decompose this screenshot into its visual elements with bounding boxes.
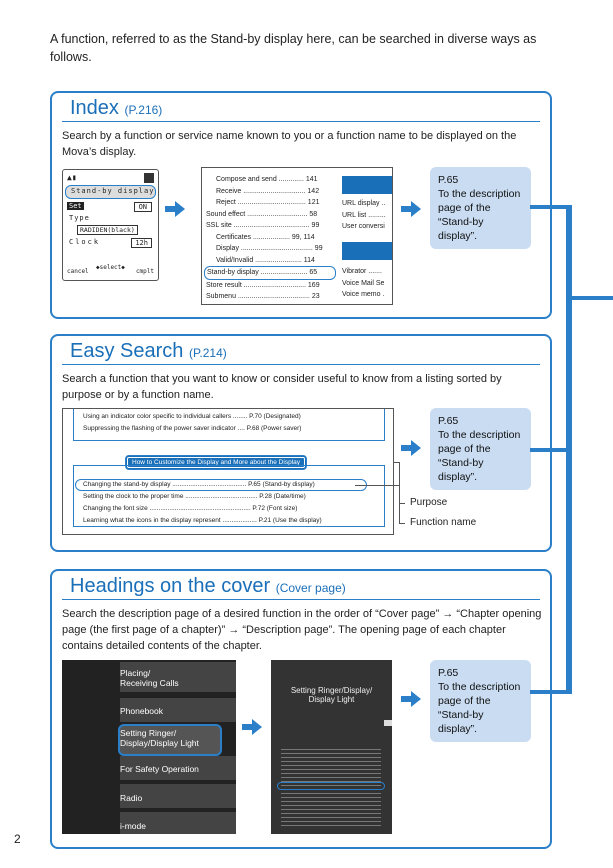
arrow-right-icon: [242, 719, 262, 735]
index-entry: URL list .........: [342, 211, 386, 219]
easy-search-excerpt: [62, 408, 394, 535]
phone-title: Stand-by display: [71, 187, 155, 195]
connector-line: [566, 296, 613, 300]
index-left-column: [206, 174, 336, 303]
callout-description: To the description page of the “Stand-by display”.: [438, 429, 521, 483]
index-entry: Reject ................................... 121: [216, 199, 320, 206]
cover-item-ringer: Setting Ringer/ Display/Display Light: [120, 728, 199, 748]
set-value: ON: [134, 202, 152, 212]
index-entry: Certificates ................... 99, 114: [216, 233, 315, 241]
index-excerpt: [201, 167, 393, 305]
easy-row: Changing the font size ........................................................ P.72 (Font size): [83, 505, 298, 512]
easy-row: Learning what the icons in the display represent ................... P.21 (Use the display): [83, 517, 322, 524]
cover-page-image: [62, 660, 236, 834]
cover-description: Search the description page of a desired function in the order of “Cover page” → “Chapter opening page (the first page of a chapter)” → “Description page”. The opening page of each chapter contains detailed contents of the chapter.: [62, 608, 542, 652]
cover-rule: [62, 599, 540, 600]
easy-search-callout: [430, 408, 531, 490]
clock-value: 12h: [131, 238, 152, 248]
chapter-title: Setting Ringer/Display/ Display Light: [290, 686, 373, 704]
easy-search-description: Search a function that you want to know or consider useful to know from a listing sorted by purpose or by a function name.: [62, 373, 502, 401]
index-callout: [430, 167, 531, 249]
index-right-column: [342, 266, 392, 301]
page-number: 2: [14, 832, 21, 846]
clock-label: Clock: [69, 238, 101, 246]
easy-search-heading: [70, 340, 227, 363]
softkey-cancel: cancel: [67, 268, 89, 275]
purpose-label: Purpose: [410, 497, 448, 508]
easy-row: Setting the clock to the proper time ........................................ P.28 (Date/time): [83, 493, 306, 500]
index-entry: URL display ..: [342, 200, 386, 207]
callout-page-ref: P.65: [438, 415, 459, 427]
index-entry: Compose and send ............. 141: [216, 176, 318, 183]
arrow-right-icon: [165, 201, 185, 217]
chapter-tab: [384, 720, 392, 726]
intro-text: A function, referred to as the Stand-by display here, can be searched in diverse ways as follows.: [50, 32, 537, 64]
cover-item-calls: Placing/ Receiving Calls: [120, 668, 179, 688]
function-name-label: Function name: [410, 517, 477, 528]
index-entry: Voice memo .: [342, 291, 385, 298]
index-section: [50, 91, 552, 319]
chapter-page-image: [271, 660, 392, 834]
index-entry-highlight: Stand-by display ........................ 65: [204, 266, 336, 280]
callout-page-ref: P.65: [438, 667, 459, 679]
index-entry: Submenu ..................................... 23: [206, 293, 320, 300]
index-rule: [62, 121, 540, 122]
easy-search-title: Easy Search: [70, 340, 184, 362]
cover-item-phonebook: Phonebook: [120, 706, 164, 716]
cover-section: [50, 569, 552, 849]
easy-banner: How to Customize the Display and More about the Display: [125, 455, 307, 470]
index-entry: Vibrator .......: [342, 268, 382, 275]
signal-icon: ▲▮: [67, 173, 77, 182]
index-entry: Store result ................................ 169: [206, 281, 320, 289]
set-label: Set: [69, 202, 82, 210]
softkey-complete: cmplt: [135, 268, 154, 275]
index-title: Index: [70, 97, 119, 119]
index-right-header: [342, 176, 392, 194]
cover-heading: [70, 575, 346, 598]
easy-top-row: Suppressing the flashing of the power saver indicator .... P.68 (Power saver): [83, 425, 302, 432]
cover-page-ref: (Cover page): [275, 581, 346, 595]
cover-item-imode: i-mode: [120, 821, 146, 831]
cover-item-safety: For Safety Operation: [120, 764, 199, 774]
index-entry: Receive ................................ 142: [216, 187, 320, 195]
index-entry: Display ..................................... 99: [216, 245, 323, 252]
index-entry: User conversi: [342, 223, 385, 230]
callout-page-ref: P.65: [438, 174, 459, 186]
easy-search-rule: [62, 364, 540, 365]
index-entry: Sound effect ............................... 58: [206, 210, 318, 218]
arrow-right-icon: [401, 201, 421, 217]
index-right-column: [342, 198, 392, 233]
phone-screen: [62, 169, 159, 281]
function-connector: [355, 485, 400, 524]
easy-top-row: Using an indicator color specific to individual callers ........ P.70 (Designated): [83, 413, 301, 420]
chapter-highlight: [277, 782, 385, 790]
index-entry: Valid/Invalid ........................ 114: [216, 256, 315, 264]
type-value: RADIDEN(black): [77, 225, 138, 235]
index-entry: SSL site ....................................... 99: [206, 222, 320, 229]
softkey-select: ◆select◆: [96, 264, 125, 271]
type-label: Type: [69, 214, 90, 222]
connector-line: [530, 690, 572, 694]
cover-callout: [430, 660, 531, 742]
index-right-header: [342, 242, 392, 260]
arrow-right-icon: [401, 691, 421, 707]
easy-search-page-ref: (P.214): [188, 346, 227, 360]
connector-line: [530, 205, 572, 209]
cover-title: Headings on the cover: [70, 575, 271, 597]
connector-line: [530, 448, 572, 452]
easy-search-section: [50, 334, 552, 552]
callout-description: To the description page of the “Stand-by display”.: [438, 188, 521, 242]
cover-item-radio: Radio: [120, 793, 143, 803]
index-description: Search by a function or service name known to you or a function name to be displayed on the Mova’s display.: [62, 130, 517, 158]
easy-row: Changing the stand-by display ......................................... P.65 (Stand-by display): [83, 481, 315, 488]
index-heading: [70, 97, 162, 120]
index-entry: Voice Mail Se: [342, 279, 385, 287]
arrow-right-icon: [401, 440, 421, 456]
function-connector: [399, 523, 405, 524]
battery-icon: [144, 173, 154, 183]
callout-description: To the description page of the “Stand-by display”.: [438, 681, 521, 735]
index-page-ref: (P.216): [124, 103, 163, 117]
